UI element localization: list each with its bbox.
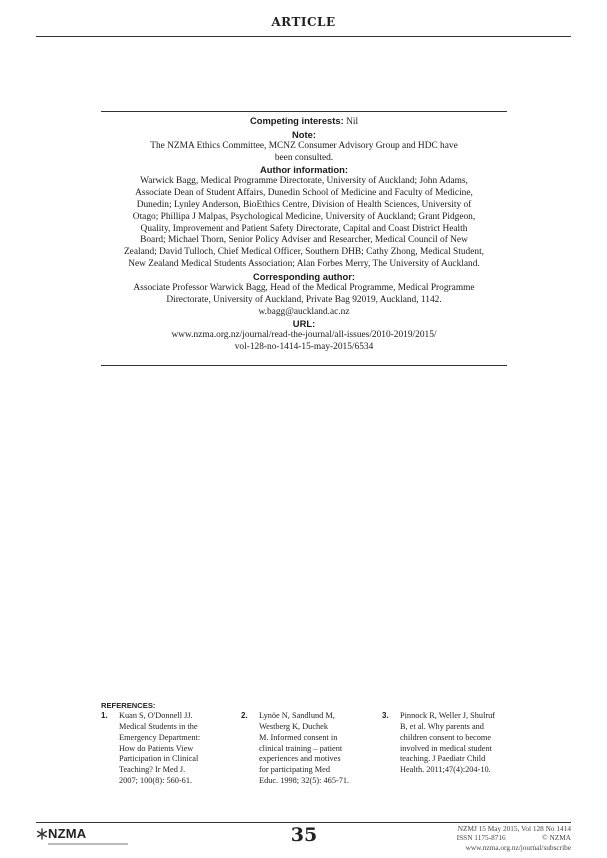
competing-interests-label: Competing interests: [249, 115, 344, 126]
reference-text [400, 711, 495, 776]
reference-line: children consent to become [400, 732, 492, 742]
reference-text [119, 711, 200, 787]
reference-line: Westberg K, Duchek [259, 721, 328, 731]
corresponding-author-heading: Corresponding author: [252, 270, 356, 282]
author-info-line: Board; Michael Thorn, Senior Policy Adviser and Researcher, Medical Council of New [140, 235, 468, 246]
author-info-line: Otago; Phillipa J Malpas, Psychological Medicine, University of Auckland; Grant Pidgeon, [132, 211, 476, 222]
journal-subscribe-link[interactable]: www.nzma.org.nz/journal/subscribe [465, 842, 571, 852]
reference-line: clinical training – patient [259, 743, 343, 753]
competing-interests-value: Nil [343, 117, 359, 127]
reference-line: teaching. J Paediatr Child [400, 754, 486, 764]
reference-text [259, 711, 349, 787]
reference-line: 2007; 100(8): 560-61. [119, 776, 193, 786]
header-divider [36, 36, 571, 37]
article-info-box [101, 111, 507, 366]
reference-number: 2. [241, 711, 248, 720]
author-info-line: Warwick Bagg, Medical Programme Directorate, University of Auckland; John Adams, [140, 176, 468, 187]
corresponding-author-line: Associate Professor Warwick Bagg, Head of the Medical Programme, Medical Programme [133, 282, 475, 293]
references-heading: REFERENCES: [101, 701, 156, 710]
reference-line: How do Patients View [119, 743, 194, 753]
article-url-line[interactable]: vol-128-no-1414-15-may-2015/6534 [234, 342, 374, 353]
reference-line: Emergency Department: [119, 732, 201, 742]
logo-tagline [48, 843, 128, 845]
reference-line: experiences and motives [259, 754, 341, 764]
competing-interests-line [101, 115, 507, 129]
reference-line: involved in medical student [400, 743, 492, 753]
author-info-line: New Zealand Medical Students Association; Alan Forbes Merry, The University of Auckland. [128, 259, 480, 270]
reference-line: for participating Med [259, 765, 330, 775]
reference-line: Teaching? Ir Med J. [119, 765, 186, 775]
reference-line: Medical Students in the [119, 721, 198, 731]
page-number: 35 [290, 824, 318, 846]
info-box-top-rule [101, 111, 507, 112]
journal-info [457, 824, 571, 852]
reference-line: Kuan S, O'Donnell JJ. [119, 711, 193, 720]
info-box-body [101, 115, 507, 354]
nzma-star-icon [36, 828, 48, 840]
journal-issn-line: ISSN 1175-8716 © NZMA [456, 833, 571, 843]
article-section-title: ARTICLE [271, 15, 336, 29]
reference-line: B, et al. Why parents and [400, 721, 484, 731]
article-url-line[interactable]: www.nzma.org.nz/journal/read-the-journal/all-issues/2010-2019/2015/ [171, 330, 437, 341]
note-line: The NZMA Ethics Committee, MCNZ Consumer Advisory Group and HDC have [150, 140, 458, 151]
journal-issue-line: NZMJ 15 May 2015, Vol 128 No 1414 [457, 824, 571, 833]
author-info-line: Dunedin; Lynley Anderson, BioEthics Centre, Division of Health Sciences, University of [136, 199, 472, 210]
reference-line: Health. 2011;47(4):204-10. [400, 765, 491, 775]
author-info-heading: Author information: [259, 164, 348, 176]
logo-wordmark: NZMA [48, 826, 87, 841]
corresponding-author-line: Directorate, University of Auckland, Private Bag 92019, Auckland, 1142. [166, 294, 442, 305]
reference-line: M. Informed consent in [259, 732, 338, 742]
author-info-line: Associate Dean of Student Affairs, Dunedin School of Medicine and Faculty of Medicine, [135, 188, 473, 199]
reference-line: Lynöe N, Sandlund M, [259, 711, 335, 720]
corresponding-author-email[interactable]: w.bagg@auckland.ac.nz [258, 306, 350, 317]
note-line: been consulted. [274, 152, 334, 163]
info-box-bottom-rule [101, 365, 507, 366]
reference-number: 1. [101, 711, 108, 720]
note-heading: Note: [292, 128, 316, 140]
reference-line: Pinnock R, Weller J, Shulruf [400, 711, 496, 720]
reference-line: Educ. 1998; 32(5): 465-71. [259, 776, 350, 786]
footer-divider [36, 822, 571, 823]
reference-line: Participation in Clinical [119, 754, 199, 764]
url-heading: URL: [292, 318, 316, 330]
reference-number: 3. [382, 711, 389, 720]
author-info-line: Quality, Improvement and Patient Safety Directorate, Capital and Coast District Health [140, 223, 468, 234]
author-info-line: Zealand; David Tulloch, Chief Medical Officer, Southern DHB; Cathy Zhong, Medical Student, [123, 247, 485, 258]
